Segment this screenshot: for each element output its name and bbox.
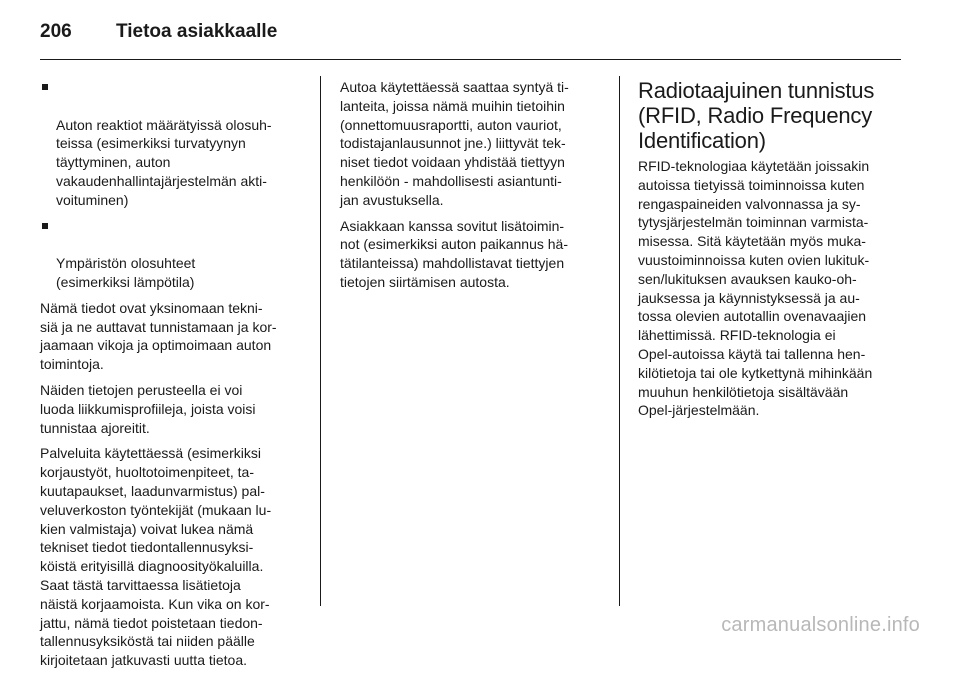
bullet-item (40, 78, 306, 210)
bullet-text: Ympäristön olosuhteet (esimerkiksi lämpötila) (56, 255, 196, 290)
page-header (40, 18, 277, 46)
header-divider (40, 59, 901, 60)
paragraph: Asiakkaan kanssa sovitut lisätoimin- not (esimerkiksi auton paikannus hä- tätilanteissa) mahdollistavat tiettyjen tietojen siirtämisen autosta. (340, 217, 569, 290)
watermark: carmanualsonline.info (721, 614, 920, 636)
paragraph: RFID-teknologiaa käytetään joissakin autoissa tietyissä toiminnoissa kuten rengaspaineiden valvonnassa ja sy- tytysjärjestelmän toiminnan varmista- misessa. Sitä käytetään myös muka- vuustoiminnoissa kuten ovien lukituk- sen/lukituksen avauksen kauko-oh- jauksessa ja käynnistyksessä ja au- tossa olevien autotallin ovenavaajien lähettimissä. RFID-teknologia ei Opel-autoissa käytä tai tallenna hen- kilötietoja tai ole kytkettynä mihinkään muuhun henkilötietoja sisältävään Opel-järjestelmään. (638, 158, 873, 419)
square-bullet-icon (42, 84, 48, 90)
paragraph: Nämä tiedot ovat yksinomaan tekni- siä ja ne auttavat tunnistamaan ja kor- jaamaan vikoja ja optimoimaan auton toimintoja. (40, 299, 277, 373)
paragraph: Näiden tietojen perusteella ei voi luoda liikkumisprofiileja, joista voisi tunnistaa ajoreitit. (40, 381, 256, 436)
column-divider-right (619, 76, 620, 606)
column-right (638, 78, 901, 427)
paragraph: Autoa käytettäessä saattaa syntyä ti- lanteita, joissa nämä muihin tietoihin (onnettomuusraportti, auton vauriot, todistajanlausunnot jne.) liittyvät tek- niset tiedot voidaan yhdistää tiettyyn henkilöön - mahdollisesti asiantunti- jan avustuksella. (340, 79, 569, 208)
column-middle (340, 78, 602, 299)
paragraph: Palveluita käytettäessä (esimerkiksi korjaustyöt, huoltotoimenpiteet, ta- kuutapaukset, laadunvarmistus) pal- veluverkoston työntekijät (mukaan lu- kien valmistaja) voivat lukea nämä tekniset tiedot tiedontallennusyksi- köistä erityisillä diagnoosityökaluilla. Saat tästä tarvittaessa lisätietoja näistä korjaamoista. Kun vika on kor- jattu, nämä tiedot poistetaan tiedon- tallennusyksiköstä tai niiden päälle kirjoitetaan jatkuvasti uutta tietoa. (40, 445, 272, 669)
bullet-item (40, 217, 306, 292)
column-divider-left (320, 76, 321, 606)
square-bullet-icon (42, 223, 48, 229)
section-heading: Radiotaajuinen tunnistus (RFID, Radio Frequency Identification) (638, 78, 875, 153)
page-number: 206 (40, 21, 72, 42)
page-title: Tietoa asiakkaalle (116, 21, 278, 42)
column-left (40, 78, 306, 677)
bullet-text: Auton reaktiot määrätyissä olosuh- teissa (esimerkiksi turvatyynyn täyttyminen, auton vakaudenhallintajärjestelmän akti- voituminen) (56, 116, 272, 208)
